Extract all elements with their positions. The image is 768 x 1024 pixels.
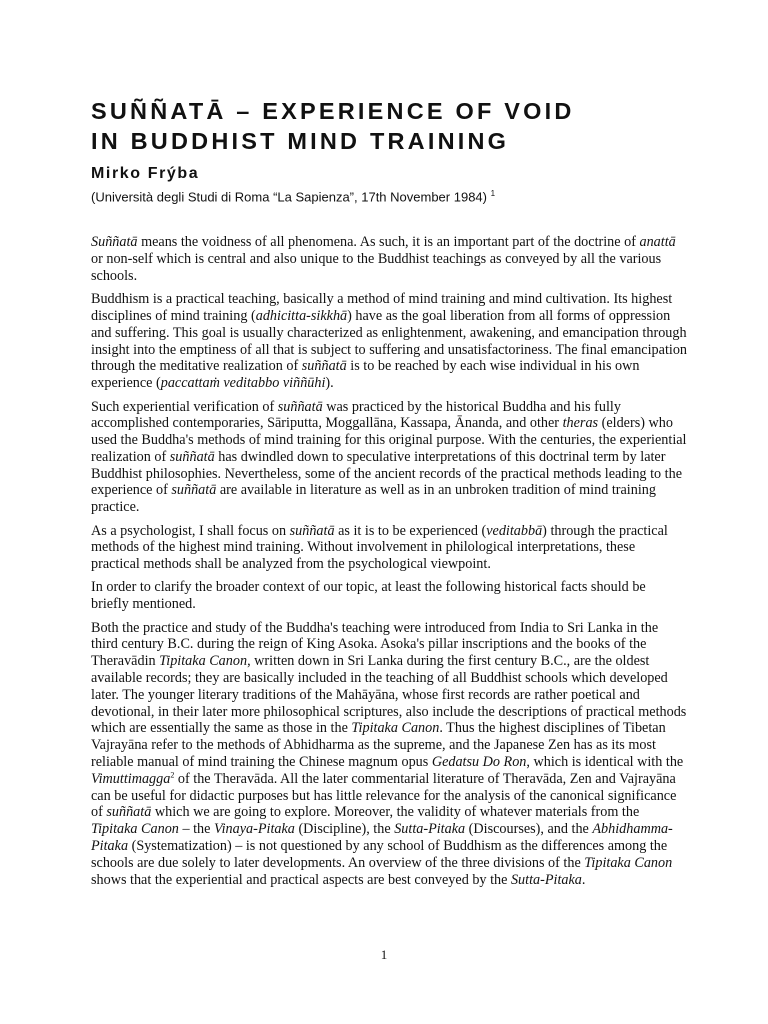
author-name: Mirko Frýba bbox=[91, 165, 200, 182]
text: , written down in Sri Lanka during the first century B.C., are the oldest available records; they are basically included in the teaching of all Buddhist schools which developed later. The younger literary traditions of the Mahāyāna, whose first records are rather poetical and devotional, in their later more philosophical scriptures, also include the descriptions of practical methods which are essentially the same as those in the bbox=[91, 653, 687, 737]
text: as it is to be experienced ( bbox=[334, 522, 487, 539]
footnote-ref-2: 2 bbox=[170, 770, 175, 779]
text: which we are going to explore. Moreover, the validity of whatever materials from the bbox=[151, 804, 640, 821]
text: ). bbox=[325, 375, 334, 392]
term: suññatā bbox=[289, 522, 335, 539]
term: suññatā bbox=[106, 804, 152, 821]
text: is to be reached by each wise individual in his own experience ( bbox=[91, 358, 640, 392]
text: Both the practice and study of the Buddha's teaching were introduced from India to Sri Lanka in the third century B.C. during the reign of King Asoka. Asoka's pillar inscriptions and the books of the Theravādin bbox=[91, 619, 659, 670]
document-title bbox=[91, 96, 687, 156]
term: suññatā bbox=[169, 448, 215, 465]
author-affiliation bbox=[91, 185, 687, 205]
text: or non-self which is central and also unique to the Buddhist teachings as conveyed by all the various schools. bbox=[91, 251, 662, 284]
text: (Discipline), the bbox=[294, 821, 395, 838]
term: Gedatsu Do Ron bbox=[431, 753, 527, 770]
text: was practiced by the historical Buddha and his fully accomplished contemporaries, Sāriputta, Moggallāna, Kassapa, Ānanda, and other bbox=[91, 398, 621, 432]
text: – the bbox=[178, 821, 214, 838]
text: (elders) who used the Buddha's methods of mind training for this original purpose. With the centuries, the experiential realization of bbox=[91, 415, 687, 465]
term: suññatā bbox=[277, 398, 323, 415]
document-page bbox=[91, 96, 687, 895]
text: are available in literature as well as in an unbroken tradition of mind training practice. bbox=[91, 482, 656, 516]
document-body bbox=[91, 234, 687, 888]
text: of the Theravāda. All the later commentarial literature of Theravāda, Zen and Vajrayāna can be useful for didactic purposes but has little relevance for the analysis of the canonical significance of bbox=[91, 770, 677, 821]
title-line-2: IN BUDDHIST MIND TRAINING bbox=[91, 128, 510, 154]
paragraph-2 bbox=[91, 291, 687, 392]
term: theras bbox=[562, 415, 599, 432]
term: adhicitta-sikkhā bbox=[255, 308, 348, 325]
term: anattā bbox=[639, 234, 676, 251]
text: As a psychologist, I shall focus on bbox=[91, 522, 290, 539]
term: Tipitaka Canon bbox=[159, 653, 248, 670]
text: has dwindled down to speculative interpretations of this doctrinal term by later Buddhist philosophies. Nevertheless, some of the ancient records of the practical methods leading to the experience of bbox=[91, 448, 682, 499]
term: suññatā bbox=[301, 358, 347, 375]
page-number: 1 bbox=[380, 947, 388, 962]
term: paccattaṁ veditabbo viññūhi bbox=[160, 375, 326, 392]
term: Sutta-Pitaka bbox=[394, 821, 466, 838]
term: Suññatā bbox=[91, 234, 138, 251]
paragraph-4 bbox=[91, 523, 687, 573]
term: suññatā bbox=[171, 482, 217, 499]
text: ) have as the goal liberation from all forms of oppression and suffering. This goal is usually characterized as enlightenment, awakening, and emancipation through insight into the emptiness of all that is subject to suffering and unsatisfactoriness. The final emancipation through the meditative realization of bbox=[91, 308, 688, 375]
paragraph-1 bbox=[91, 234, 687, 284]
text: ) through the practical methods of the highest mind training. Without involvement in philological interpretations, these practical methods shall be analyzed from the psychological viewpoint. bbox=[91, 522, 668, 573]
text: Such experiential verification of bbox=[91, 398, 278, 415]
text: means the voidness of all phenomena. As such, it is an important part of the doctrine of bbox=[137, 234, 640, 251]
text: . Thus the highest disciplines of Tibetan Vajrayāna refer to the methods of Abhidharma as the supreme, and the Japanese Zen has as its most reliable manual of mind training the Chinese magnum opus bbox=[91, 720, 666, 770]
paragraph-3 bbox=[91, 399, 687, 517]
text: Buddhism is a practical teaching, basically a method of mind training and mind cultivation. Its highest disciplines of mind training ( bbox=[91, 291, 673, 325]
text: (Discourses), and the bbox=[465, 821, 593, 838]
text: (Systematization) – is not questioned by any school of Buddhism as the differences among the schools are due solely to later developments. An overview of the three divisions of the bbox=[91, 837, 668, 871]
term: veditabbā bbox=[486, 522, 543, 539]
term: Tipitaka Canon bbox=[91, 821, 179, 838]
text: . bbox=[581, 871, 586, 888]
paragraph-5: In order to clarify the broader context of our topic, at least the following historical facts should be briefly mentioned. bbox=[91, 579, 646, 613]
term: Sutta-Pitaka bbox=[510, 871, 582, 888]
text: shows that the experiential and practical aspects are best conveyed by the bbox=[91, 871, 511, 888]
term: Tipitaka Canon bbox=[351, 720, 440, 737]
paragraph-6 bbox=[91, 620, 687, 889]
term: Abhidhamma-Pitaka bbox=[91, 821, 673, 854]
term: Vinaya-Pitaka bbox=[213, 821, 295, 838]
text: , which is identical with the bbox=[526, 753, 684, 770]
term: Tipitaka Canon bbox=[584, 854, 673, 871]
affiliation-text: (Università degli Studi di Roma “La Sapienza”, 17th November 1984) bbox=[91, 189, 487, 205]
term: Vimuttimagga bbox=[91, 770, 171, 787]
footnote-ref-1: 1 bbox=[490, 189, 496, 198]
title-line-1: SUÑÑATĀ – EXPERIENCE OF VOID bbox=[91, 98, 575, 124]
